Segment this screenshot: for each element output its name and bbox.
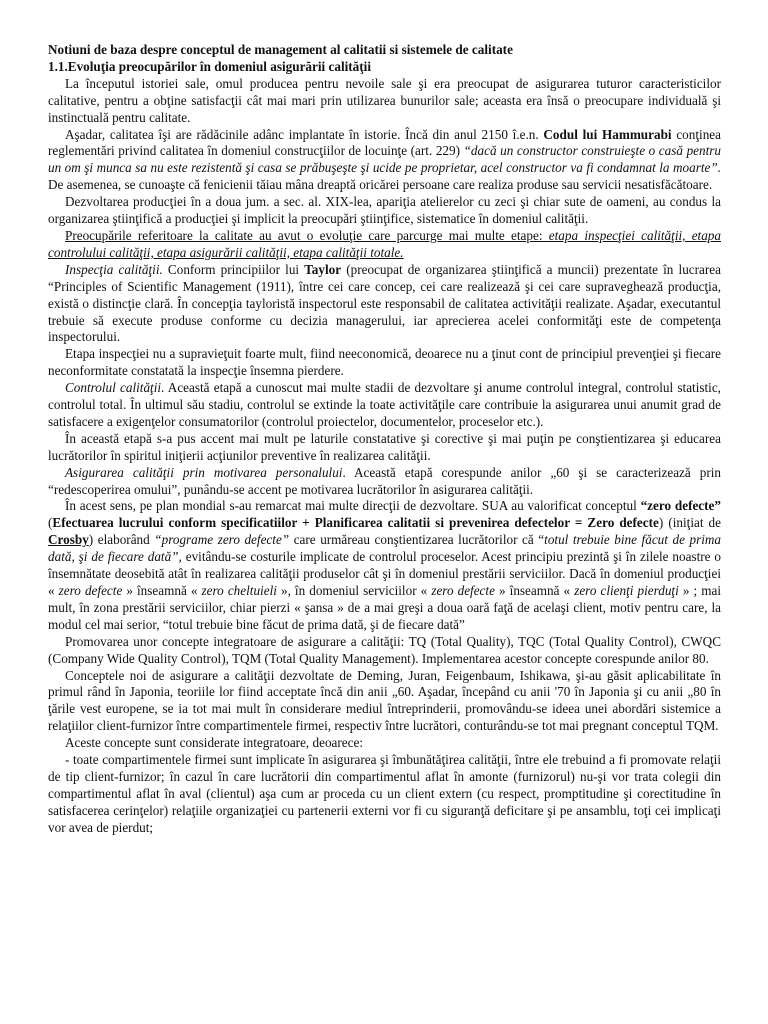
paragraph-11: Promovarea unor concepte integratoare de asigurare a calităţii: TQ (Total Quality), TQC (Total Quality Control), CWQC (Company Wide Quality Control), TQM (Total Quality Management). Implementarea acestor concepte corespunde anilor 80. <box>48 633 721 666</box>
text-span: » înseamnă « <box>122 583 202 598</box>
text-span: . Această etapă corespunde anilor „60 şi se caracterizează prin “redescoperirea omului”, punându-se accent pe motivarea lucrătorilor în asigurarea calităţii. <box>48 464 721 497</box>
text-span: », în domeniul serviciilor « <box>276 583 432 598</box>
text-span: Preocupările referitoare la calitate au avut o evoluţie care parcurge mai multe etape: <box>65 227 549 243</box>
paragraph-10 <box>48 498 721 633</box>
bold-term: Taylor <box>304 261 342 277</box>
paragraph-3: Dezvoltarea producţiei în a doua jum. a sec. al. XIX-lea, apariţia atelierelor cu zeci şi chiar sute de oameni, au condus la organizarea ştiinţifică a producţiei şi implicit la preocupări ştiinţifice, sistematice în domeniul calităţii. <box>48 194 721 227</box>
italic-term: “programe zero defecte” <box>154 532 290 548</box>
paragraph-7 <box>48 380 721 431</box>
text-span: conţinea reglementări privind calitatea în domeniul construcţiilor de locuinţe (art. 229) <box>48 126 721 159</box>
paragraph-14: - toate compartimentele firmei sunt implicate în asigurarea şi îmbunătăţirea calităţii, între ele trebuind a fi promovate relaţii de tip client-furnizor; în cazul în care lucrătorii din compartimentul aflat în amonte (furnizorul) nu-şi vor trata colegii din compartimentul aflat în aval (clientul) aşa cum ar proceda cu un client extern (cu respect, promptitudine şi corectitudine în satisfacerea cerinţelor) relaţiile organizaţiei cu partenerii externi vor fi cu siguranţă deficitare şi pe ansamblu, toţi cei implicaţi vor avea de pierdut; <box>48 752 721 835</box>
text-span: » înseamnă « <box>494 583 575 598</box>
bold-term: Codul lui Hammurabi <box>543 126 672 142</box>
text-span: . Această etapă a cunoscut mai multe stadii de dezvoltare şi anume controlul integral, controlul statistic, controlul total. În ultimul său stadiu, controlul se extinde la toate activităţile care contribuie la asigurarea unui anumit grad de satisfacere a exigenţelor consumatorilor (controlul proiectelor, documentelor, proceselor etc.). <box>48 380 721 429</box>
italic-term: zero clienţi pierduţi <box>574 583 679 598</box>
paragraph-5 <box>48 262 721 347</box>
italic-quote: totul trebuie bine făcut de prima dată, şi de fiecare dată” <box>48 532 721 565</box>
text-span: (preocupat de organizarea ştiinţifică a muncii) prezentate în lucrarea “Principles of Scientific Management (1911), între cei care concep, cei care realizează şi cei care supraveghează producţia, există o distincţie clară. În concepţia tayloristă inspectorul este responsabil de calitatea activităţii realizate. Aşadar, executantul trebuie să execute produse conforme cu decizia managerului, iar aprecierea acelei conformităţi este de competenţa inspectorului. <box>48 261 721 345</box>
text-span: ) elaborând <box>88 532 155 548</box>
text-span: care urmăreau conştientizarea lucrătorilor că “ <box>289 532 545 548</box>
italic-term: zero defecte <box>431 583 495 598</box>
text-span: ( <box>48 515 53 531</box>
section-heading: 1.1.Evoluţia preocupărilor în domeniul asigurării calităţii <box>48 58 371 74</box>
paragraph-12: Conceptele noi de asigurare a calităţii dezvoltate de Deming, Juran, Feigenbaum, Ishikawa, şi-au găsit aplicabilitate în primul rând în Japonia, teoriile lor fiind acceptate încă din anii „60. Aşadar, începând cu anii '70 în Japonia şi cu anii „80 în ţările vest europene, se ia tot mai mult în considerare mediul întreprinderii, promovându-se ideea unei abordări sistemice a relaţiilor client-furnizor între compartimentele firmei, respectiv între lucrători, conturându-se tot mai pregnant conceptul TQM. <box>48 667 721 734</box>
paragraph-4 <box>48 228 721 262</box>
bold-term: “zero defecte” <box>640 498 721 514</box>
italic-term: zero defecte <box>58 583 123 598</box>
text-span: Conform principiilor lui <box>162 261 305 277</box>
italic-term: Asigurarea calităţii prin motivarea personalului <box>65 464 343 480</box>
text-span: » ; mai mult, în zona prestării serviciilor, chiar pierzi « şansa » de a mai greşi a doua oară faţă de acelaşi client, motiv pentru care, la modul cel mai serior, “totul trebuie bine făcut de prima dată, şi de fiecare dată” <box>48 583 721 632</box>
italic-term: Inspecţia calităţii. <box>65 261 163 277</box>
paragraph-1: La începutul istoriei sale, omul producea pentru nevoile sale şi era preocupat de asigurarea tuturor caracteristicilor calitative, pentru a obţine satisfacţii cât mai mari prin utilizarea bunurilor sale; aceasta era însă o preocupare individuală şi instinctuală pentru calitate. <box>48 75 721 125</box>
paragraph-13: Aceste concepte sunt considerate integratoare, deoarece: <box>65 735 364 751</box>
italic-stages: etapa inspecţiei calităţii, etapa controlului calităţii, etapa asigurării calităţii, etapa calităţii totale. <box>48 227 721 260</box>
italic-term: Controlul calităţii <box>65 380 162 396</box>
text-span: ) (iniţiat de <box>658 515 722 531</box>
italic-term: zero cheltuieli <box>201 583 277 598</box>
bold-author: Crosby <box>48 532 89 548</box>
bold-formula: Efectuarea lucrului conform specificatiilor + Planificarea calitatii si prevenirea defectelor = Zero defecte <box>52 515 659 531</box>
text-span: În acest sens, pe plan mondial s-au remarcat mai multe direcţii de dezvoltare. SUA au valorificat conceptul <box>65 498 641 514</box>
paragraph-6: Etapa inspecţiei nu a supravieţuit foarte mult, fiind neeconomică, deoarece nu a ţinut cont de principiul prevenţiei şi fiecare neconformitate constatată la inspecţie însemna pierdere. <box>48 346 721 379</box>
paragraph-2 <box>48 127 721 195</box>
text-span: De asemenea, se cunoaşte că fenicienii tăiau mâna dreaptă oricărei persoane care realiza produse sau servicii nesatisfăcătoare. <box>48 177 713 193</box>
paragraph-8: În această etapă s-a pus accent mai mult pe laturile constatative şi corective şi mai puţin pe conştientizarea şi educarea lucrătorilor în spiritul iniţierii acţiunilor preventive în realizarea calităţii. <box>48 430 721 463</box>
document-title: Notiuni de baza despre conceptul de management al calitatii si sistemele de calitate <box>48 42 513 57</box>
document-page <box>48 42 721 837</box>
paragraph-9 <box>48 465 721 499</box>
italic-quote: “dacă un constructor construieşte o casă pentru un om şi munca sa nu este rezistentă şi casa se prăbuşeşte şi ucide pe proprietar, acel constructor va fi condamnat la moarte”. <box>48 143 721 176</box>
text-span: , evitându-se costurile implicate de controlul proceselor. Acest principiu prezintă şi în zilele noastre o însemnătate deosebită atât în realizarea calităţii produselor cât şi în domeniul prestării serviciilor. Dacă în domeniul producţiei « <box>48 549 722 598</box>
text-span: Aşadar, calitatea îşi are rădăcinile adânc implantate în istorie. Încă din anul 2150 î.e.n. <box>65 126 544 142</box>
